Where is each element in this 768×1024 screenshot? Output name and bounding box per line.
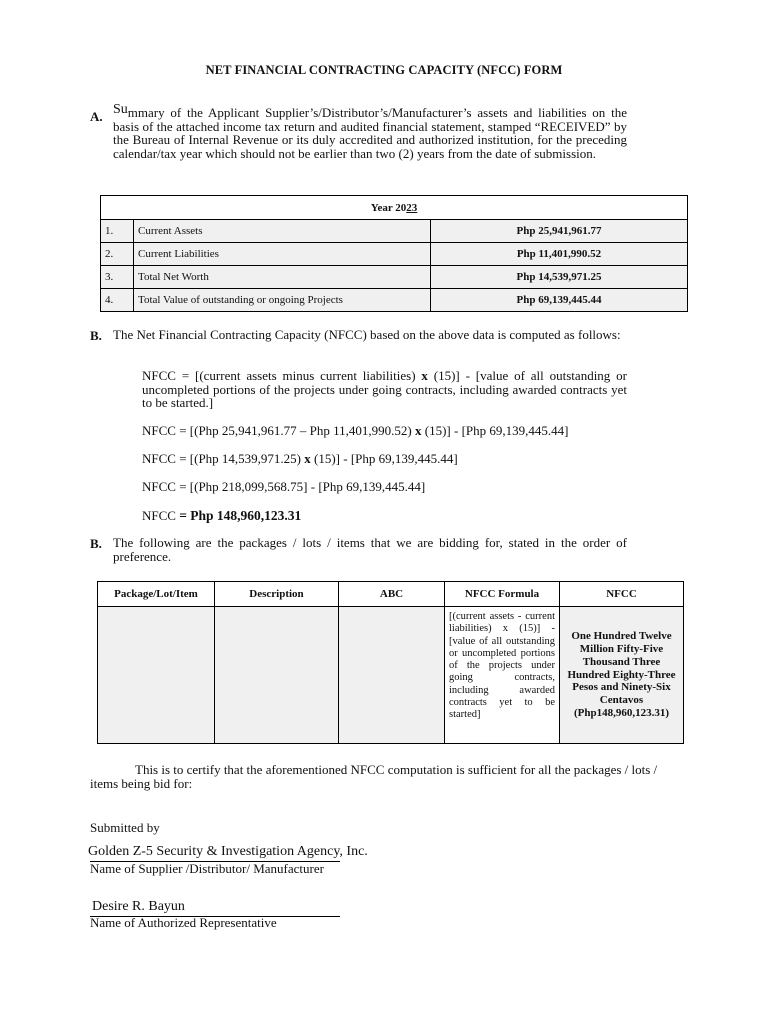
row-number: 1. [101,220,134,243]
multiply-sign: x [304,451,311,466]
section-b2-text: The following are the packages / lots / items that we are bidding for, stated in the order of preference. [113,535,627,564]
row-number: 4. [101,289,134,312]
row-label: Total Net Worth [134,266,431,289]
nfcc-calc-3: NFCC = [(Php 218,099,568.75] - [Php 69,139,445.44] [142,479,426,494]
abc-cell [339,607,445,744]
submitted-by-label: Submitted by [90,820,160,835]
nfcc-calc-2 [142,452,627,466]
package-cell [98,607,215,744]
row-label: Current Assets [134,220,431,243]
col-header-nfcc: NFCC [560,582,684,607]
calc-part: (15)] - [Php 69,139,445.44] [310,451,458,466]
table-row [101,243,688,266]
section-b-letter: B. [90,328,102,343]
formula-cell [445,607,560,744]
description-cell [215,607,339,744]
row-value: Php 69,139,445.44 [431,289,688,312]
section-b2-letter: B. [90,536,102,551]
col-header-abc: ABC [339,582,445,607]
calc-part: (15)] - [Php 69,139,445.44] [421,423,569,438]
nfcc-calc-1 [142,424,627,438]
table-header-row [98,582,684,607]
packages-table [97,581,684,744]
year-header [101,196,688,220]
multiply-sign: x [415,423,422,438]
formula-text: [(current assets - current liabilities) x (15)] - [value of all outstanding or uncompleted portions of the projects under going contracts, including awarded contracts yet to be started] [449,611,555,721]
nfcc-result [142,508,301,524]
multiply-sign: x [421,368,428,383]
row-label: Current Liabilities [134,243,431,266]
col-header-package: Package/Lot/Item [98,582,215,607]
row-label: Total Value of outstanding or ongoing Projects [134,289,431,312]
calc-part: NFCC = [(Php 25,941,961.77 – Php 11,401,990.52) [142,423,416,438]
section-a-letter: A. [90,109,103,124]
row-number: 3. [101,266,134,289]
section-a-text [113,103,627,160]
supplier-caption: Name of Supplier /Distributor/ Manufacturer [90,861,324,876]
supplier-name: Golden Z-5 Security & Investigation Agency, Inc. [88,844,368,859]
formula-part: (15)] - [value of all outstanding or uncompleted portions of the projects under going contracts, including awarded contracts yet to be started.] [142,368,627,411]
section-b-text: The Net Financial Contracting Capacity (NFCC) based on the above data is computed as follows: [113,327,621,342]
year-suffix: 23 [406,201,418,214]
row-number: 2. [101,243,134,266]
table-row [101,220,688,243]
representative-name: Desire R. Bayun [92,899,185,914]
formula-part: NFCC = [(current assets minus current liabilities) [142,368,422,383]
result-label: NFCC [142,508,180,523]
representative-caption: Name of Authorized Representative [90,915,277,930]
col-header-formula: NFCC Formula [445,582,560,607]
table-row [101,289,688,312]
calc-part: NFCC = [(Php 14,539,971.25) [142,451,305,466]
table-row [101,266,688,289]
section-a-first-letters: Su [113,102,128,117]
certification-text: This is to certify that the aforementioned NFCC computation is sufficient for all the packages / lots / items being bid for: [90,762,658,791]
form-title: NET FINANCIAL CONTRACTING CAPACITY (NFCC) FORM [205,63,563,77]
year-prefix: Year 20 [370,201,407,214]
nfcc-amount-words: One Hundred Twelve Million Fifty-Five Thousand Three Hundred Eighty-Three Pesos and Ninety-Six Centavos (Php148,960,123.31) [560,607,684,744]
result-value: = Php 148,960,123.31 [179,508,302,523]
row-value: Php 25,941,961.77 [431,220,688,243]
financial-summary-table [100,195,688,312]
section-a-body: mmary of the Applicant Supplier’s/Distributor’s/Manufacturer’s assets and liabilities on the basis of the attached income tax return and audited financial statement, stamped “RECEIVED” by the Bureau of Internal Revenue or its duly accredited and authorized institution, for the preceding calendar/tax year which should not be earlier than two (2) years from the date of submission. [113,105,627,161]
nfcc-formula [142,369,627,410]
row-value: Php 14,539,971.25 [431,266,688,289]
table-row [98,607,684,744]
row-value: Php 11,401,990.52 [431,243,688,266]
col-header-description: Description [215,582,339,607]
